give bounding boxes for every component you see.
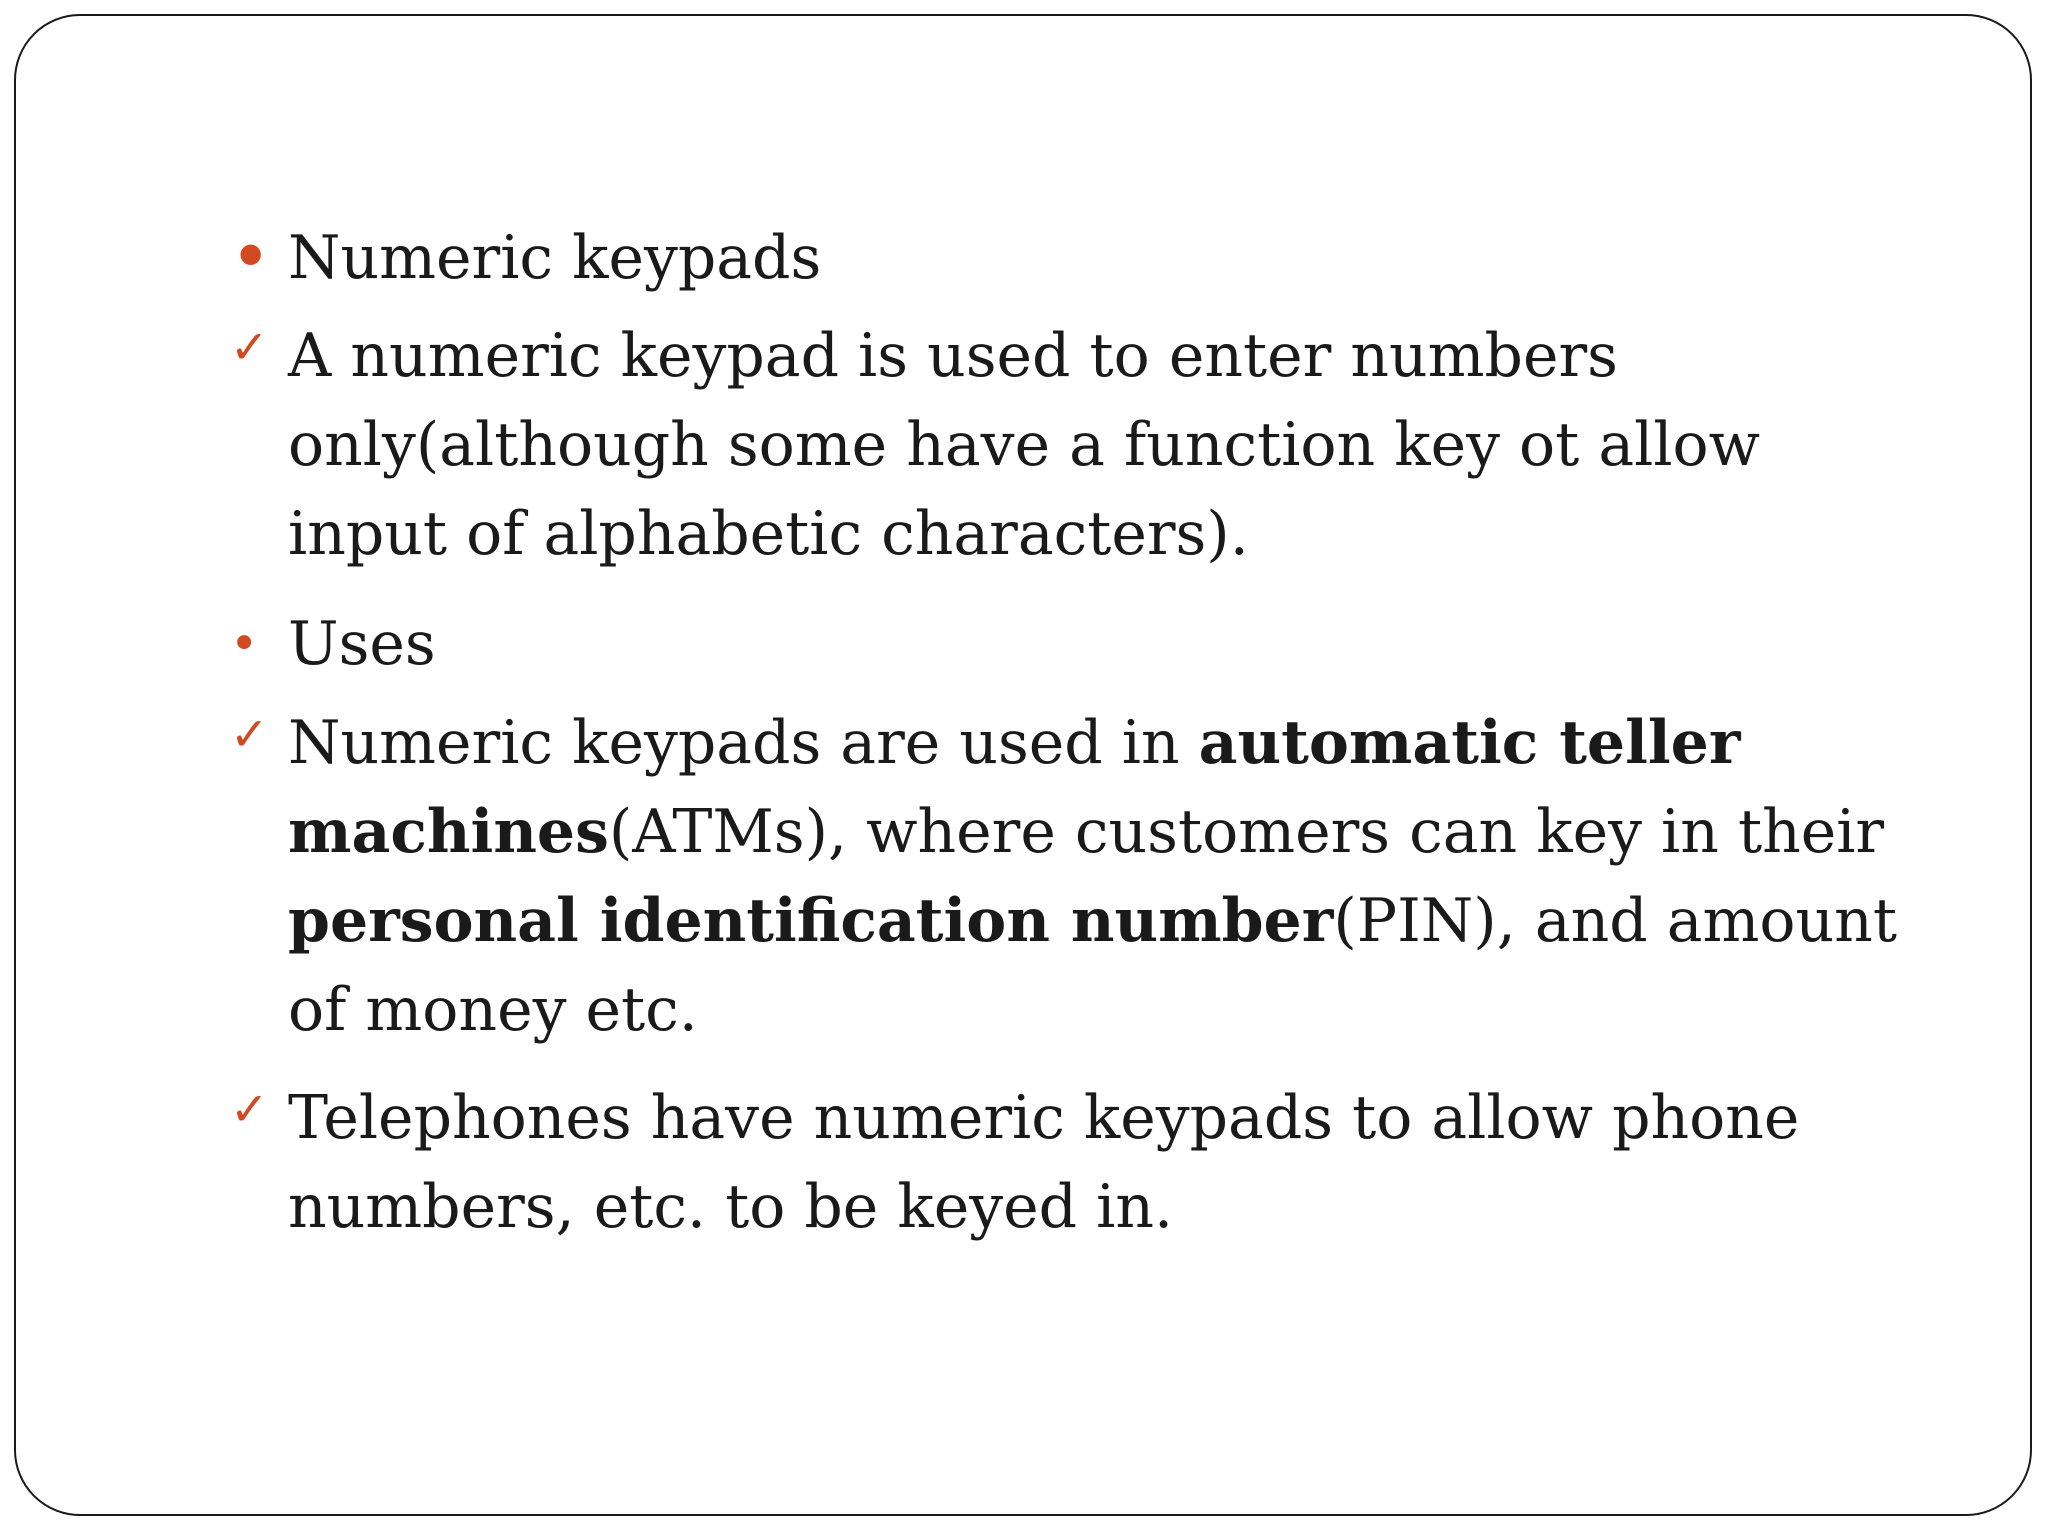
list-item [230, 600, 1908, 689]
item-text-part: (PIN), and amount of money etc. [288, 886, 1897, 1045]
item-text: Telephones have numeric keypads to allow phone numbers, etc. to be keyed in. [288, 1083, 1800, 1242]
checkmark-icon: ✓ [230, 1082, 269, 1136]
item-bold-term: automatic teller machines [288, 708, 1741, 867]
list-item [230, 699, 1908, 1055]
item-bold-term: personal identification number [288, 886, 1334, 956]
item-text: A numeric keypad is used to enter numbers only(although some have a function key ot allow input of alphabetic characters). [288, 321, 1760, 569]
list-item [230, 1074, 1908, 1252]
bullet-dot-icon: • [230, 616, 259, 672]
checkmark-icon: ✓ [230, 707, 269, 761]
item-text: Numeric keypads [288, 223, 822, 293]
bullet-dot-icon: • [230, 216, 272, 298]
item-text-part: Numeric keypads are used in [288, 708, 1199, 778]
item-text-part: (ATMs), where customers can key in their [608, 797, 1885, 867]
checkmark-icon: ✓ [230, 320, 269, 374]
item-text: Uses [288, 609, 436, 679]
list-item [230, 214, 1908, 303]
list-item [230, 312, 1908, 579]
